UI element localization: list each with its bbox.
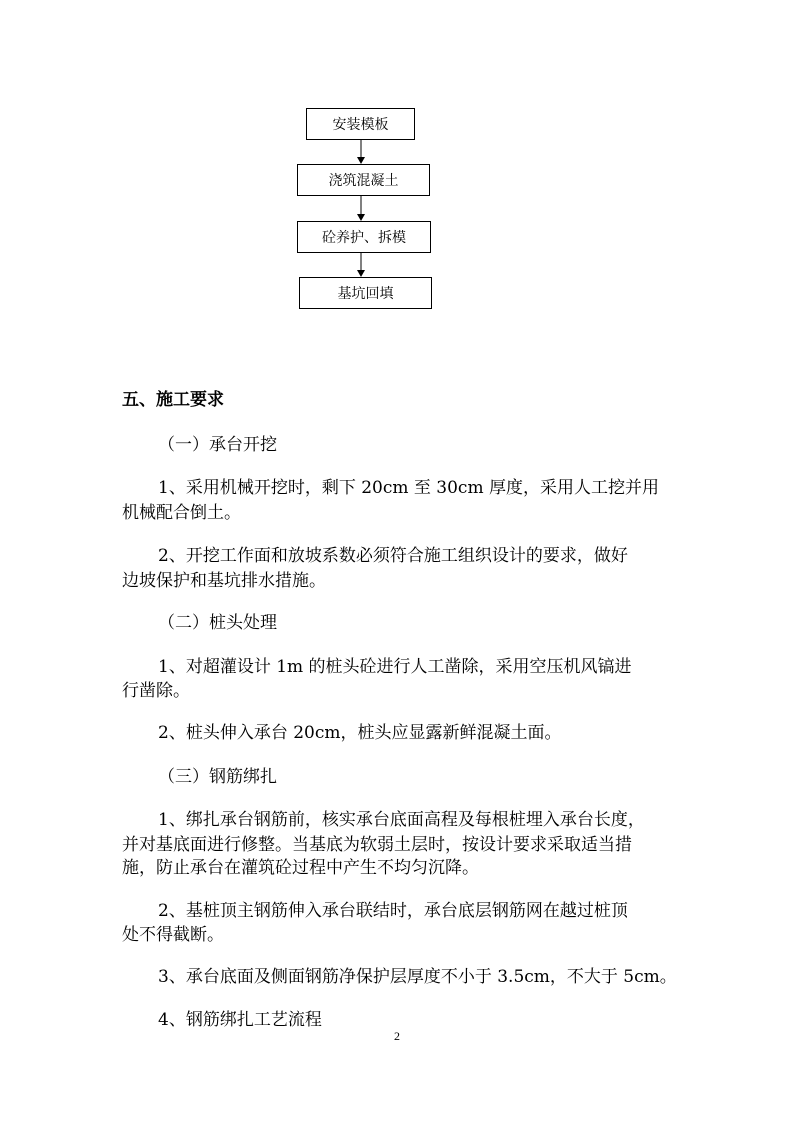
paragraph-line: 1、对超灌设计 1m 的桩头砼进行人工凿除，采用空压机风镐进 — [158, 657, 632, 677]
flow-step-backfill: 基坑回填 — [299, 277, 432, 309]
subsection-title-1: （一）承台开挖 — [158, 435, 277, 455]
paragraph-line: 4、钢筋绑扎工艺流程 — [158, 1010, 322, 1030]
paragraph-line: 边坡保护和基坑排水措施。 — [122, 571, 326, 591]
flow-step-install-formwork: 安装模板 — [306, 108, 415, 140]
paragraph-line: 行凿除。 — [122, 681, 190, 701]
paragraph-line: 机械配合倒土。 — [122, 503, 241, 523]
flow-arrow-3 — [357, 253, 365, 277]
section-heading: 五、施工要求 — [122, 390, 224, 410]
flow-arrows — [0, 0, 794, 400]
paragraph-line: 2、桩头伸入承台 20cm，桩头应显露新鲜混凝土面。 — [158, 723, 562, 743]
subsection-title-2: （二）桩头处理 — [158, 613, 277, 633]
paragraph-line: 施，防止承台在灌筑砼过程中产生不均匀沉降。 — [122, 858, 479, 878]
paragraph-line: 3、承台底面及侧面钢筋净保护层厚度不小于 3.5cm，不大于 5cm。 — [158, 967, 677, 987]
subsection-title-3: （三）钢筋绑扎 — [158, 767, 277, 787]
flow-arrow-1 — [357, 140, 365, 164]
paragraph-line: 2、开挖工作面和放坡系数必须符合施工组织设计的要求，做好 — [158, 546, 628, 566]
page-number: 2 — [394, 1029, 400, 1043]
flow-step-curing-demolding: 砼养护、拆模 — [297, 221, 431, 253]
flow-arrow-2 — [357, 196, 365, 221]
paragraph-line: 1、采用机械开挖时，剩下 20cm 至 30cm 厚度，采用人工挖并用 — [158, 478, 659, 498]
paragraph-line: 1、绑扎承台钢筋前，核实承台底面高程及每根桩埋入承台长度， — [158, 810, 645, 830]
paragraph-line: 处不得截断。 — [122, 925, 224, 945]
flow-step-pour-concrete: 浇筑混凝土 — [297, 164, 430, 196]
paragraph-line: 并对基底面进行修整。当基底为软弱土层时，按设计要求采取适当措 — [122, 835, 632, 855]
paragraph-line: 2、基桩顶主钢筋伸入承台联结时，承台底层钢筋网在越过桩顶 — [158, 901, 628, 921]
